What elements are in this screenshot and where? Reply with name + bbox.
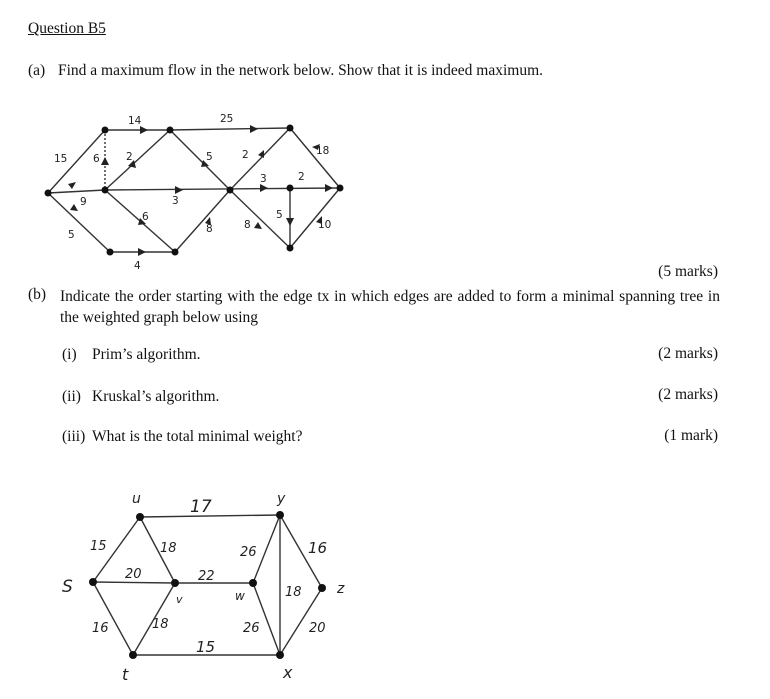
mst-edge-st xyxy=(93,582,133,655)
weight-label-st: 16 xyxy=(92,621,109,636)
vertex-label-y: y xyxy=(277,491,286,507)
flow-edge-label: 9 xyxy=(80,196,87,208)
flow-edge-label: 6 xyxy=(142,211,149,223)
vertex-y xyxy=(276,511,284,519)
vertex-label-x: x xyxy=(283,663,293,682)
part-b-item-3-label: (iii) xyxy=(62,428,86,445)
part-a-marks: (5 marks) xyxy=(658,263,718,280)
weight-label-sv: 20 xyxy=(125,567,142,582)
part-b-item-2-label: (ii) xyxy=(62,388,81,405)
flow-edge-label: 4 xyxy=(134,260,141,272)
weight-label-tv: 18 xyxy=(152,617,169,632)
flow-edge-label: 3 xyxy=(172,195,179,207)
flow-edge-label: 2 xyxy=(298,171,305,183)
question-title: Question B5 xyxy=(28,20,106,37)
vertex-x xyxy=(276,651,284,659)
flow-edge-label: 3 xyxy=(260,173,267,185)
mst-edge-yw xyxy=(253,515,280,583)
flow-edge-label: 5 xyxy=(68,229,75,241)
flow-edge-label: 6 xyxy=(93,153,100,165)
part-b-item-1-label: (i) xyxy=(62,346,77,363)
part-b-text: Indicate the order starting with the edge tx in which edges are added to form a minimal spanning tree in the weighted graph below using xyxy=(60,288,720,326)
flow-edge-label: 5 xyxy=(276,209,283,221)
weight-label-zx: 20 xyxy=(309,621,326,636)
vertex-s xyxy=(89,578,97,586)
vertex-label-v: v xyxy=(176,593,183,606)
vertex-v xyxy=(171,579,179,587)
weight-label-uv: 18 xyxy=(160,541,177,556)
part-a-label: (a) xyxy=(28,62,46,79)
flow-edge-label: 8 xyxy=(244,219,251,231)
vertex-label-z: z xyxy=(337,581,345,597)
vertex-z xyxy=(318,584,326,592)
mst-edge-wx xyxy=(253,583,280,655)
flow-edge-label: 18 xyxy=(316,145,330,157)
part-b-item-3-text: What is the total minimal weight? xyxy=(92,428,303,445)
flow-edge-label: 10 xyxy=(318,219,332,231)
flow-edge-label: 5 xyxy=(206,151,213,163)
flow-edge-label: 25 xyxy=(220,113,234,125)
flow-edge-label: 14 xyxy=(128,115,142,127)
weight-label-yw: 26 xyxy=(240,545,257,560)
weight-label-su: 15 xyxy=(90,539,107,554)
flow-edge-label: 15 xyxy=(54,153,68,165)
flow-edge-label: 8 xyxy=(206,223,213,235)
part-b-item-3-marks: (1 mark) xyxy=(664,427,718,444)
weight-label-vw: 22 xyxy=(198,569,215,584)
part-a-text: Find a maximum flow in the network below. Show that it is indeed maximum. xyxy=(58,62,544,79)
flow-edge-label: 2 xyxy=(126,151,133,163)
part-b-item-2-text: Kruskal’s algorithm. xyxy=(92,388,220,405)
part-b-item-1-text: Prim’s algorithm. xyxy=(92,346,201,363)
vertex-u xyxy=(136,513,144,521)
part-b-item-2-marks: (2 marks) xyxy=(658,386,718,403)
flow-edge-label: 2 xyxy=(242,149,249,161)
weight-label-uy: 17 xyxy=(190,497,212,517)
weight-label-yz: 16 xyxy=(308,539,328,557)
vertex-label-u: u xyxy=(132,491,141,507)
vertex-label-s: S xyxy=(62,577,73,597)
weight-label-wx: 26 xyxy=(243,621,260,636)
vertex-label-t: t xyxy=(122,665,129,684)
vertex-w xyxy=(249,579,257,587)
part-b-label: (b) xyxy=(28,286,47,303)
mst-edge-sv xyxy=(93,582,175,583)
part-b-item-1-marks: (2 marks) xyxy=(658,345,718,362)
vertex-t xyxy=(129,651,137,659)
weight-label-tx: 15 xyxy=(196,638,216,656)
weight-label-yx: 18 xyxy=(285,585,302,600)
vertex-label-w: w xyxy=(235,589,245,603)
